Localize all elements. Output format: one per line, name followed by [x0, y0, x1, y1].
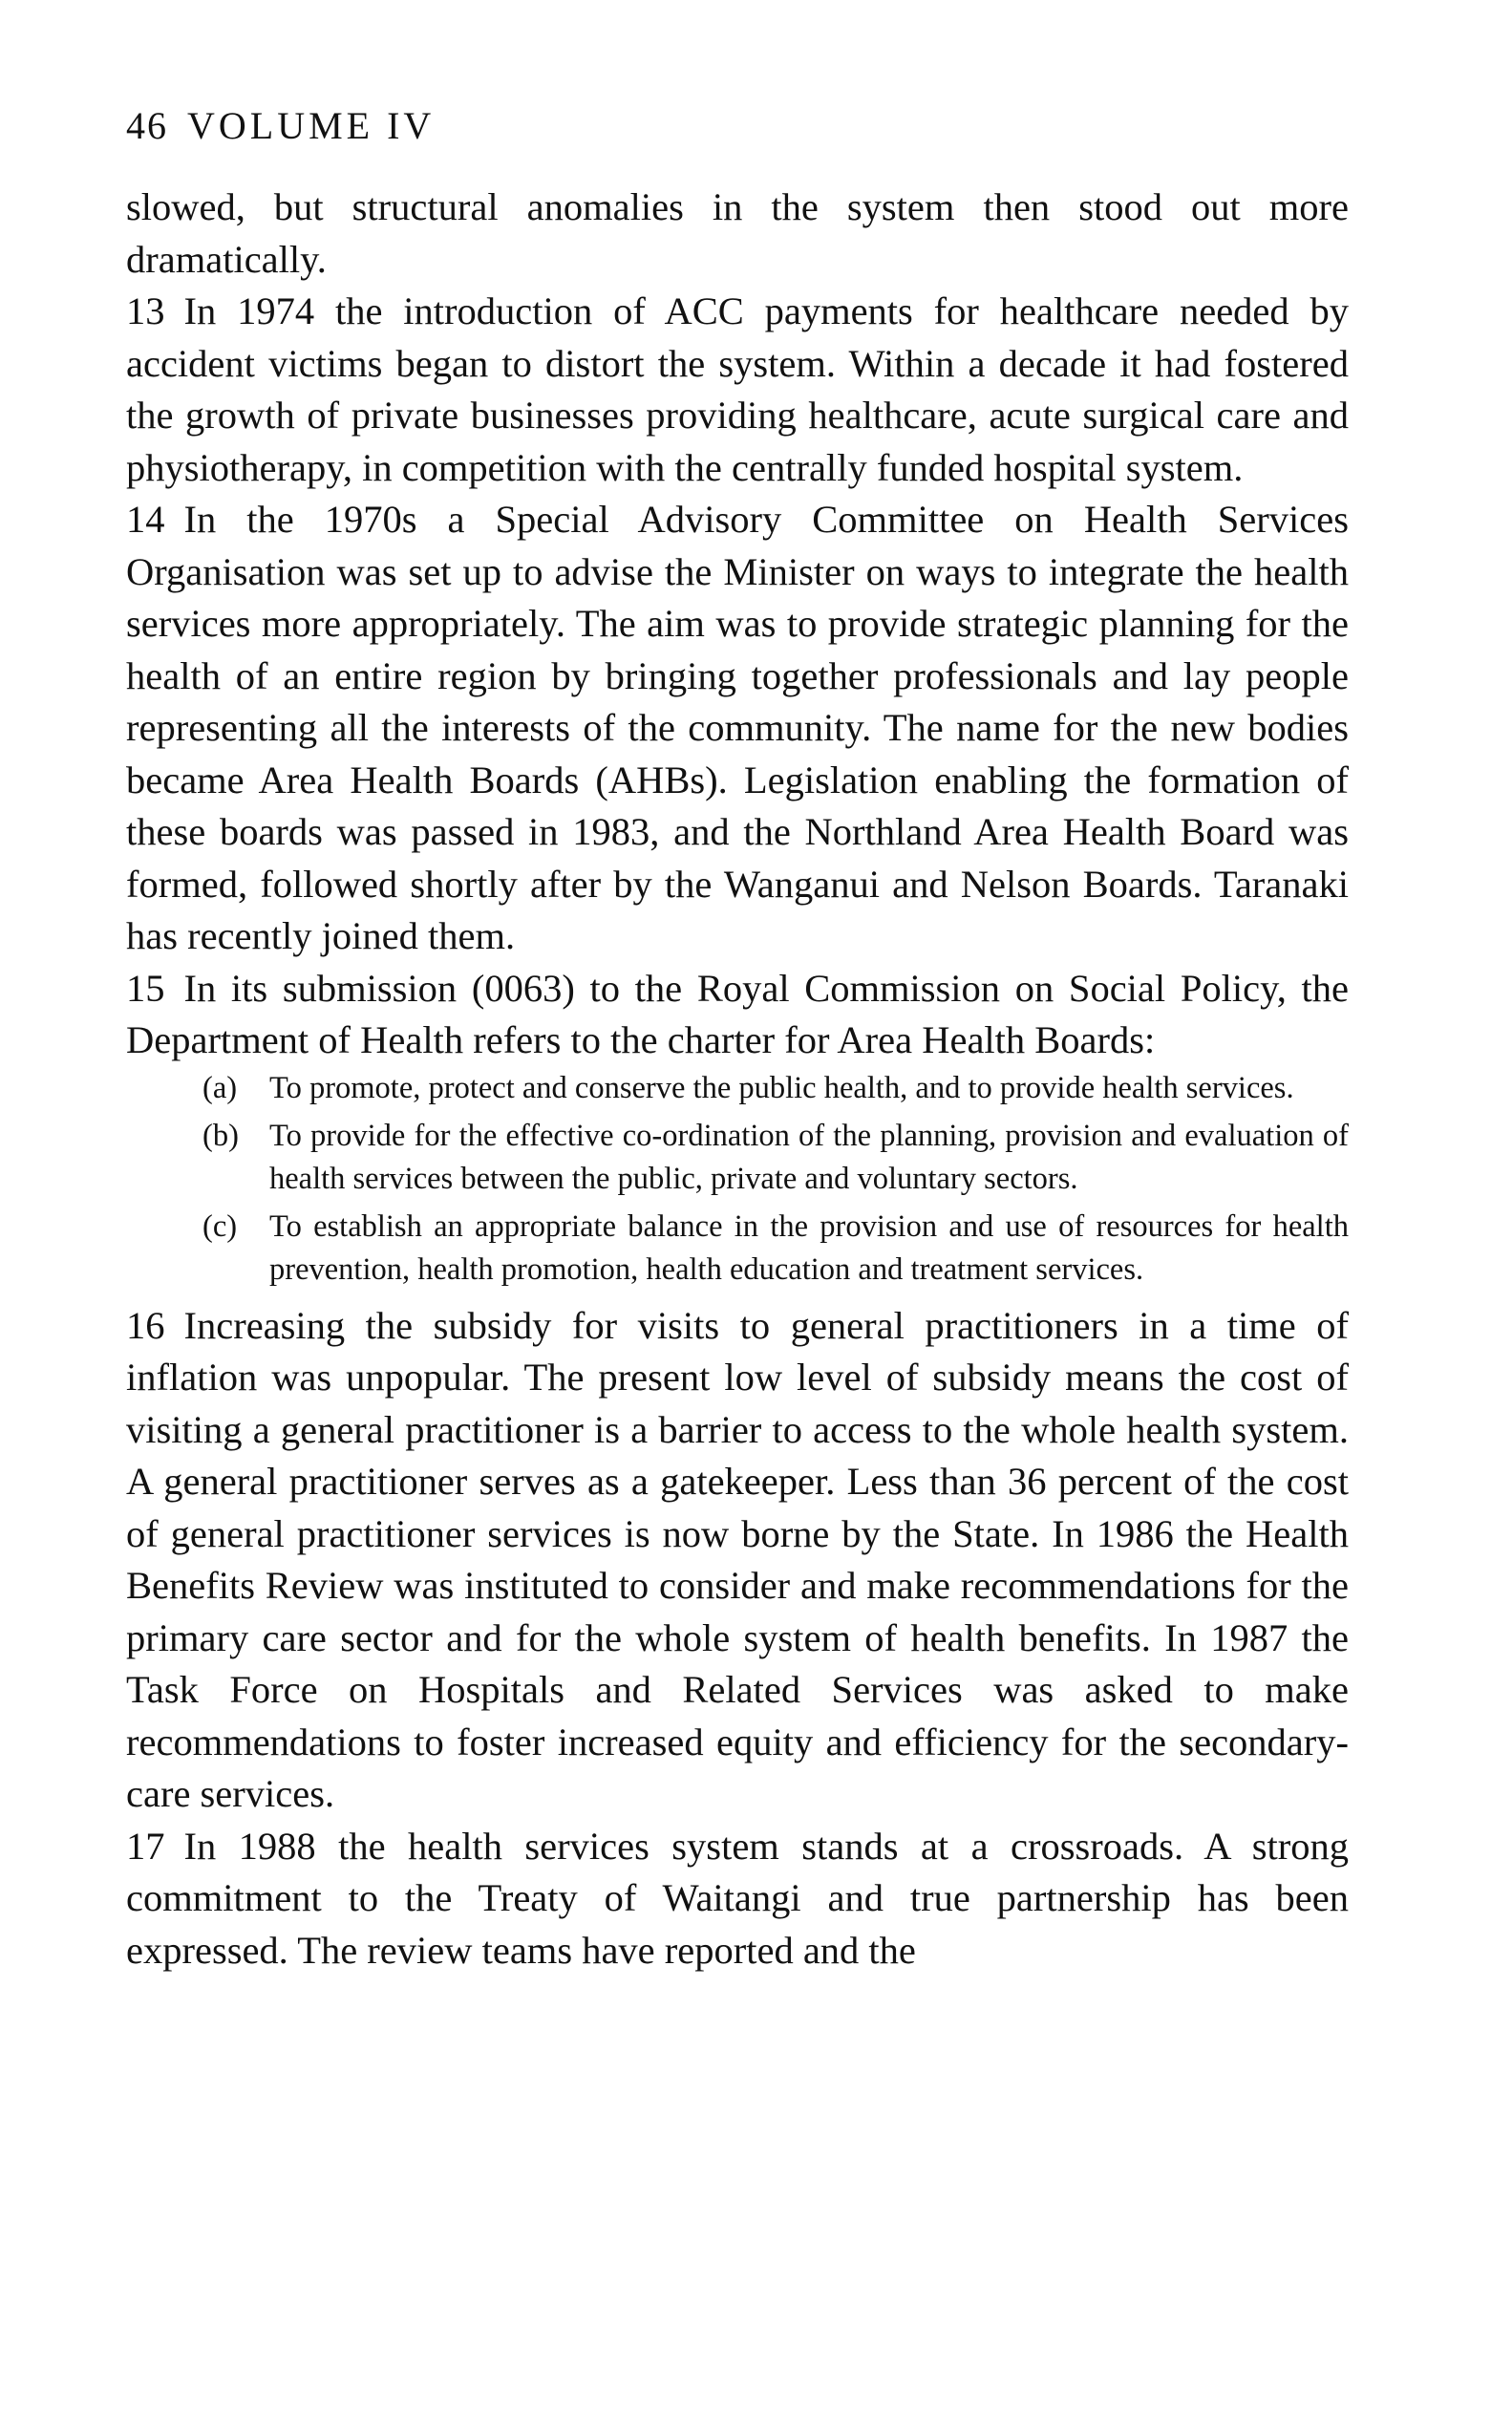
volume-title: VOLUME IV — [187, 104, 436, 147]
running-header — [126, 103, 1349, 149]
paragraph-text: In the 1970s a Special Advisory Committee on Health Services Organisation was set up to advise the Minister on ways to integrate the health services more appropriately. The aim was to provide strategic planning for the health of an entire region by bringing together professionals and lay people representing all the interests of the community. The name for the new bodies became Area Health Boards (AHBs). Legislation enabling the formation of these boards was passed in 1983, and the Northland Area Health Board was formed, followed shortly after by the Wanganui and Nelson Boards. Taranaki has recently joined them. — [126, 498, 1349, 957]
paragraph-number: 16 — [126, 1303, 165, 1347]
paragraph-text: In 1988 the health services system stands at a crossroads. A strong commitment to the Treaty of Waitangi and true partnership has been expressed. The review teams have reported and the — [126, 1824, 1349, 1972]
charter-item-b — [126, 1115, 1349, 1201]
item-text: To promote, protect and conserve the public health, and to provide health services. — [269, 1070, 1294, 1105]
paragraph-number: 15 — [126, 966, 165, 1010]
paragraph-17 — [126, 1821, 1349, 1977]
paragraph-16 — [126, 1300, 1349, 1821]
paragraph-number: 13 — [126, 289, 165, 332]
paragraph-text: Increasing the subsidy for visits to general practitioners in a time of inflation was unpopular. The present low level of subsidy means the cost of visiting a general practitioner is a barrier to access to the whole health system. A general practitioner serves as a gatekeeper. Less than 36 percent of the cost of general practitioner services is now borne by the State. In 1986 the Health Benefits Review was instituted to consider and make recommendations for the primary care sector and for the whole system of health benefits. In 1987 the Task Force on Hospitals and Related Services was asked to make recommendations to foster increased equity and efficiency for the secondary-care services. — [126, 1303, 1349, 1815]
item-label: (b) — [202, 1118, 239, 1153]
paragraph-14 — [126, 494, 1349, 963]
item-label: (c) — [202, 1208, 238, 1244]
paragraph-text: In its submission (0063) to the Royal Commission on Social Policy, the Department of Health refers to the charter for Area Health Boards: — [126, 966, 1349, 1061]
charter-item-a — [126, 1067, 1349, 1110]
item-text: To provide for the effective co-ordination of the planning, provision and evaluation of health services between the public, private and voluntary sectors. — [269, 1118, 1349, 1196]
paragraph-text: slowed, but structural anomalies in the system then stood out more dramatically. — [126, 185, 1349, 281]
paragraph-number: 14 — [126, 498, 165, 541]
page-number: 46 — [126, 104, 168, 147]
page — [126, 103, 1349, 1977]
body-text — [126, 182, 1349, 1977]
paragraph-number: 17 — [126, 1824, 165, 1868]
charter-item-c — [126, 1206, 1349, 1292]
item-label: (a) — [202, 1070, 238, 1105]
paragraph-13 — [126, 286, 1349, 494]
paragraph-continued — [126, 182, 1349, 286]
item-text: To establish an appropriate balance in the provision and use of resources for health prevention, health promotion, health education and treatment services. — [269, 1208, 1349, 1287]
charter-list — [126, 1067, 1349, 1300]
paragraph-text: In 1974 the introduction of ACC payments for healthcare needed by accident victims began to distort the system. Within a decade it had fostered the growth of private businesses providing healthcare, acute surgical care and physiotherapy, in competition with the centrally funded hospital system. — [126, 289, 1349, 489]
paragraph-15 — [126, 963, 1349, 1067]
